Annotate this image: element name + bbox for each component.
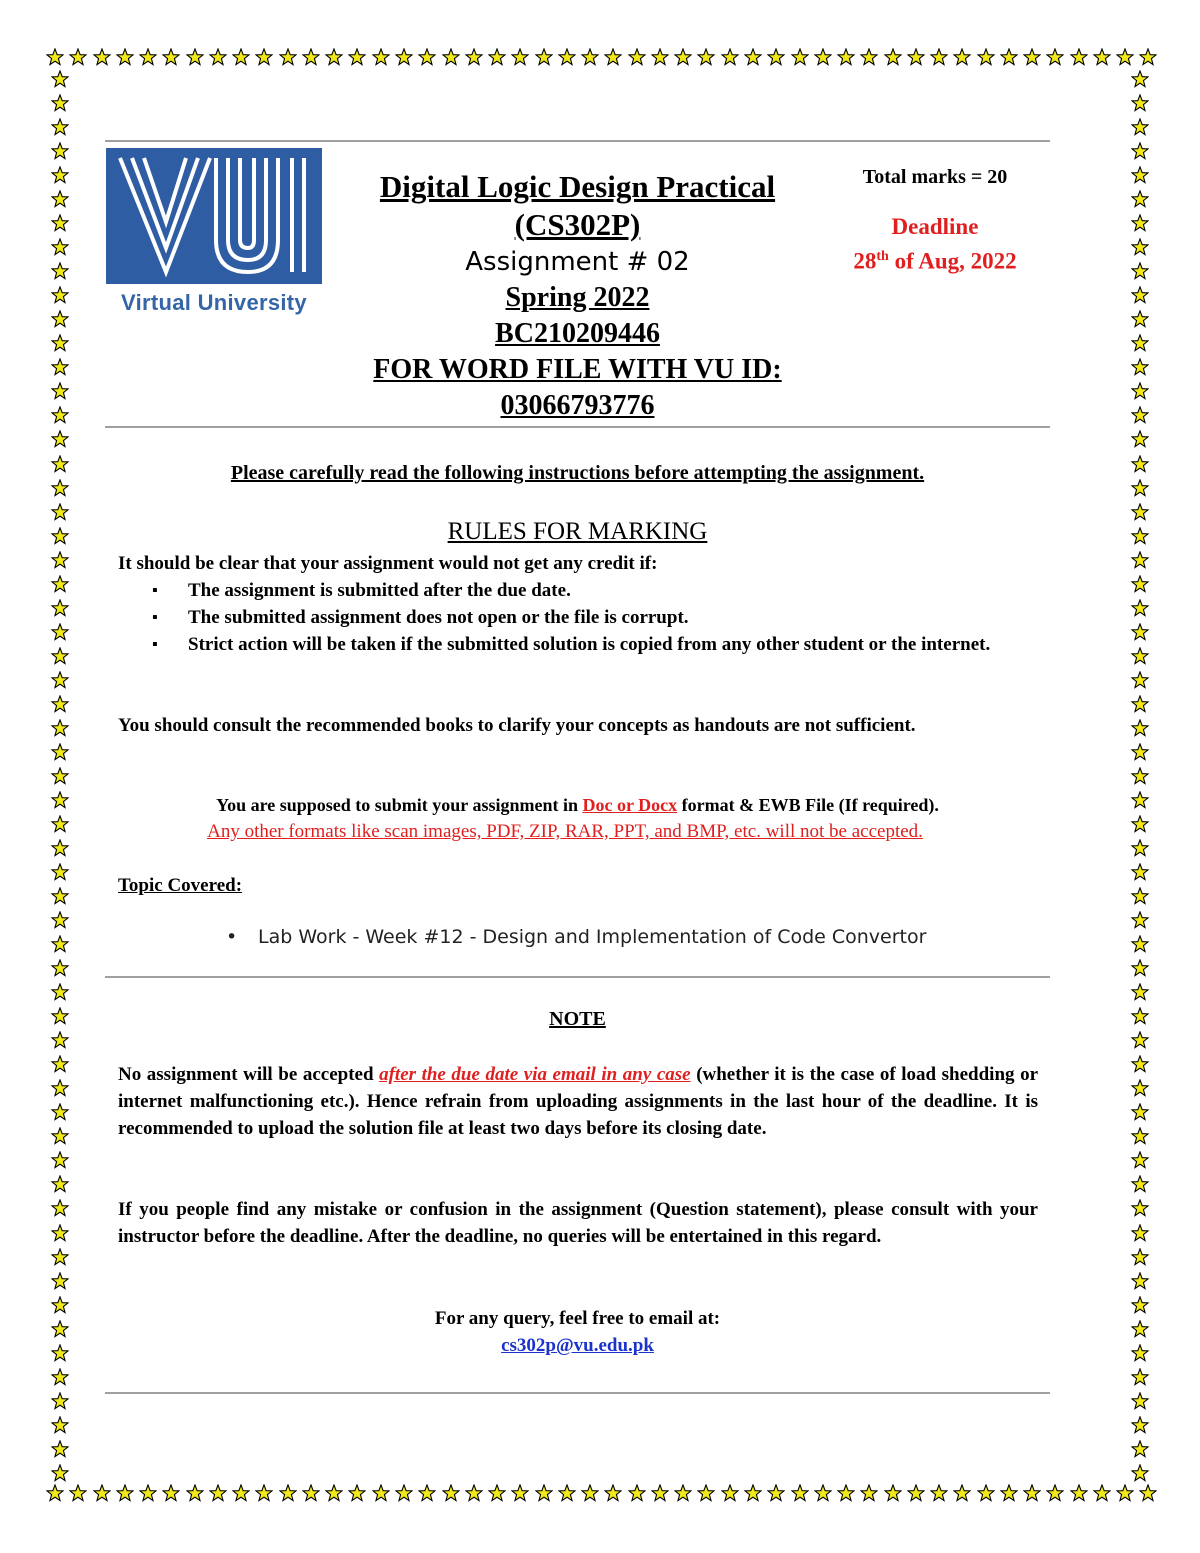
star-icon (51, 1103, 69, 1121)
star-icon (325, 48, 343, 66)
star-icon (1131, 1272, 1149, 1290)
star-icon (51, 1368, 69, 1386)
course-title: Digital Logic Design Practical (379, 169, 776, 204)
star-icon (69, 48, 87, 66)
star-icon (1131, 1440, 1149, 1458)
star-icon (1131, 959, 1149, 977)
assignment-number: Assignment # 02 (465, 247, 690, 277)
note-paragraph-2: If you people find any mistake or confusion in the assignment (Question statement), please consult with your instructor before the deadline. After the deadline, no queries will be entertained in this regard. (118, 1199, 1038, 1247)
vu-logo-icon (106, 148, 322, 284)
star-icon (837, 1484, 855, 1502)
list-item: ▪ The assignment is submitted after the due date. (118, 577, 1038, 604)
star-icon (1131, 743, 1149, 761)
star-icon (581, 1484, 599, 1502)
submit-line (105, 792, 1050, 819)
star-icon (51, 1175, 69, 1193)
star-icon (1131, 887, 1149, 905)
star-icon (232, 1484, 250, 1502)
contact-email-link[interactable]: cs302p@vu.edu.pk (501, 1335, 654, 1356)
star-icon (51, 1151, 69, 1169)
star-icon (628, 1484, 646, 1502)
rules-list (118, 577, 1038, 658)
star-icon (51, 94, 69, 112)
star-icon (1131, 647, 1149, 665)
format-warning: Any other formats like scan images, PDF, ZIP, RAR, PPT, and BMP, etc. will not be accepted. (207, 821, 923, 842)
star-icon (139, 48, 157, 66)
star-icon (51, 142, 69, 160)
header-rule (105, 426, 1050, 428)
star-icon (51, 623, 69, 641)
star-icon (51, 334, 69, 352)
star-icon (51, 70, 69, 88)
star-icon (744, 1484, 762, 1502)
star-icon (1131, 983, 1149, 1001)
star-icon (535, 48, 553, 66)
star-icon (51, 1344, 69, 1362)
star-icon (1131, 118, 1149, 136)
star-icon (69, 1484, 87, 1502)
star-icon (860, 1484, 878, 1502)
contact-section (105, 1305, 1050, 1359)
note-p1-prefix: No assignment will be accepted (118, 1064, 380, 1085)
star-icon (1000, 1484, 1018, 1502)
star-icon (162, 1484, 180, 1502)
title-block (330, 168, 825, 424)
star-icon (1139, 48, 1157, 66)
star-icon (1131, 791, 1149, 809)
topic-rule (105, 976, 1050, 978)
rules-intro: It should be clear that your assignment would not get any credit if: (118, 553, 658, 574)
star-icon (442, 1484, 460, 1502)
star-icon (1131, 262, 1149, 280)
star-icon (51, 1007, 69, 1025)
star-icon (465, 48, 483, 66)
star-icon (884, 1484, 902, 1502)
star-icon (1131, 1344, 1149, 1362)
deadline-label: Deadline (891, 214, 979, 239)
star-icon (186, 48, 204, 66)
star-icon (860, 48, 878, 66)
star-icon (1131, 1320, 1149, 1338)
star-icon (674, 1484, 692, 1502)
star-icon (51, 430, 69, 448)
star-icon (51, 1464, 69, 1482)
star-icon (1131, 695, 1149, 713)
star-icon (1131, 1079, 1149, 1097)
star-icon (651, 1484, 669, 1502)
note-heading: NOTE (549, 1008, 606, 1030)
star-icon (116, 48, 134, 66)
star-icon (51, 286, 69, 304)
star-icon (1070, 1484, 1088, 1502)
deadline-suffix: th (876, 249, 889, 264)
star-icon (1131, 1175, 1149, 1193)
star-icon (51, 839, 69, 857)
star-icon (51, 1272, 69, 1290)
star-icon (51, 1320, 69, 1338)
star-icon (51, 743, 69, 761)
star-icon (442, 48, 460, 66)
star-icon (1131, 1416, 1149, 1434)
star-icon (628, 48, 646, 66)
star-icon (51, 190, 69, 208)
star-icon (51, 262, 69, 280)
star-icon (651, 48, 669, 66)
star-icon (51, 1248, 69, 1266)
star-icon (395, 48, 413, 66)
star-icon (51, 647, 69, 665)
star-icon (162, 48, 180, 66)
star-icon (1131, 503, 1149, 521)
star-icon (1131, 334, 1149, 352)
student-code: BC210209446 (495, 318, 660, 349)
star-icon (325, 1484, 343, 1502)
star-icon (721, 48, 739, 66)
star-icon (1070, 48, 1088, 66)
star-icon (1131, 1392, 1149, 1410)
star-icon (1046, 1484, 1064, 1502)
star-border-top (46, 48, 1158, 72)
star-icon (255, 1484, 273, 1502)
star-icon (51, 887, 69, 905)
star-icon (604, 1484, 622, 1502)
star-icon (953, 48, 971, 66)
topic-heading: Topic Covered: (118, 875, 243, 896)
submit-format: Doc or Docx (582, 795, 678, 815)
star-icon (51, 695, 69, 713)
star-icon (51, 527, 69, 545)
star-icon (1093, 48, 1111, 66)
list-item: ▪ The submitted assignment does not open or the file is corrupt. (118, 604, 1038, 631)
star-icon (348, 48, 366, 66)
star-icon (1131, 1127, 1149, 1145)
star-icon (884, 48, 902, 66)
bottom-rule (105, 1392, 1050, 1394)
star-icon (791, 48, 809, 66)
star-border-bottom (46, 1484, 1158, 1508)
total-marks: Total marks = 20 (862, 166, 1008, 188)
rules-section (118, 550, 1038, 658)
star-icon (1131, 527, 1149, 545)
star-icon (907, 1484, 925, 1502)
instructions-heading: Please carefully read the following instructions before attempting the assignment. (230, 462, 925, 484)
star-icon (51, 671, 69, 689)
star-icon (1131, 1055, 1149, 1073)
star-icon (348, 1484, 366, 1502)
phone-number: 03066793776 (500, 390, 655, 421)
star-icon (51, 911, 69, 929)
semester: Spring 2022 (505, 282, 650, 313)
star-icon (581, 48, 599, 66)
star-icon (1131, 70, 1149, 88)
star-icon (51, 238, 69, 256)
star-icon (1116, 1484, 1134, 1502)
submit-suffix: format & EWB File (If required). (677, 795, 939, 815)
star-icon (953, 1484, 971, 1502)
star-icon (767, 48, 785, 66)
star-icon (1131, 1464, 1149, 1482)
star-icon (1131, 406, 1149, 424)
star-icon (535, 1484, 553, 1502)
star-icon (1131, 551, 1149, 569)
star-icon (1131, 719, 1149, 737)
star-icon (51, 1224, 69, 1242)
star-icon (93, 1484, 111, 1502)
note-paragraph-1 (118, 1061, 1038, 1142)
star-icon (674, 48, 692, 66)
star-icon (1131, 623, 1149, 641)
bullet-icon: • (226, 926, 238, 948)
star-icon (604, 48, 622, 66)
consult-paragraph: You should consult the recommended books to clarify your concepts as handouts are not sufficient. (118, 715, 916, 736)
star-icon (1131, 94, 1149, 112)
star-icon (1023, 1484, 1041, 1502)
star-icon (209, 1484, 227, 1502)
star-icon (302, 48, 320, 66)
star-icon (51, 382, 69, 400)
logo-caption: Virtual University (121, 290, 307, 315)
deadline-day: 28 (853, 248, 877, 274)
star-icon (1131, 911, 1149, 929)
star-icon (977, 48, 995, 66)
star-icon (767, 1484, 785, 1502)
star-icon (51, 1127, 69, 1145)
star-icon (51, 166, 69, 184)
star-icon (209, 48, 227, 66)
star-icon (1131, 358, 1149, 376)
submit-prefix: You are supposed to submit your assignment in (216, 795, 583, 815)
star-icon (51, 1199, 69, 1217)
star-icon (46, 1484, 64, 1502)
star-icon (1131, 767, 1149, 785)
star-icon (279, 1484, 297, 1502)
list-item: ▪ Strict action will be taken if the submitted solution is copied from any other student or the internet. (118, 631, 1038, 658)
star-icon (51, 358, 69, 376)
star-icon (1000, 48, 1018, 66)
star-icon (1131, 286, 1149, 304)
star-icon (930, 1484, 948, 1502)
star-icon (1131, 214, 1149, 232)
star-icon (511, 48, 529, 66)
star-icon (51, 1392, 69, 1410)
note-p1-suffix: (whether it is the case of load shedding or internet malfunctioning etc.). Hence refrain from uploading assignments in the last hour of the deadline. It is recommended to upload the solution file at least two days before its closing date. (118, 1064, 1039, 1139)
star-icon (51, 1296, 69, 1314)
star-icon (1131, 310, 1149, 328)
star-icon (51, 575, 69, 593)
star-icon (51, 118, 69, 136)
star-icon (372, 1484, 390, 1502)
star-icon (488, 1484, 506, 1502)
star-icon (279, 48, 297, 66)
star-icon (51, 863, 69, 881)
star-icon (116, 1484, 134, 1502)
star-icon (51, 1031, 69, 1049)
deadline-date (820, 242, 1050, 277)
star-icon (51, 503, 69, 521)
contact-label: For any query, feel free to email at: (434, 1308, 721, 1329)
star-icon (46, 48, 64, 66)
star-icon (1131, 479, 1149, 497)
star-icon (1131, 1199, 1149, 1217)
star-icon (511, 1484, 529, 1502)
star-icon (1131, 430, 1149, 448)
star-icon (697, 1484, 715, 1502)
star-icon (51, 767, 69, 785)
star-icon (51, 455, 69, 473)
star-icon (51, 935, 69, 953)
star-icon (1131, 1368, 1149, 1386)
star-icon (488, 48, 506, 66)
star-icon (1131, 671, 1149, 689)
star-icon (1023, 48, 1041, 66)
star-icon (186, 1484, 204, 1502)
star-icon (1131, 1224, 1149, 1242)
star-icon (1139, 1484, 1157, 1502)
star-icon (907, 48, 925, 66)
star-icon (51, 983, 69, 1001)
note-p1-emphasis: after the due date via email in any case (379, 1064, 691, 1085)
top-rule (105, 140, 1050, 142)
star-icon (558, 48, 576, 66)
star-icon (1131, 142, 1149, 160)
star-icon (1131, 190, 1149, 208)
star-icon (558, 1484, 576, 1502)
star-icon (1131, 839, 1149, 857)
star-border-left (48, 70, 72, 1482)
star-icon (1131, 1151, 1149, 1169)
topic-text: Lab Work - Week #12 - Design and Implementation of Code Convertor (258, 926, 927, 948)
course-code: (CS302P) (514, 207, 641, 242)
star-icon (51, 214, 69, 232)
star-icon (1131, 1007, 1149, 1025)
star-icon (1131, 1248, 1149, 1266)
star-icon (744, 48, 762, 66)
star-icon (51, 479, 69, 497)
deadline-rest: of Aug, 2022 (888, 248, 1017, 274)
star-icon (465, 1484, 483, 1502)
star-icon (51, 1440, 69, 1458)
star-icon (1131, 455, 1149, 473)
star-icon (1116, 48, 1134, 66)
star-icon (418, 48, 436, 66)
star-icon (721, 1484, 739, 1502)
rules-heading: RULES FOR MARKING (447, 518, 708, 545)
star-icon (1131, 1296, 1149, 1314)
vu-logo (106, 148, 322, 320)
star-icon (51, 1079, 69, 1097)
deadline (820, 212, 1050, 277)
star-icon (51, 406, 69, 424)
star-icon (1131, 575, 1149, 593)
star-icon (1131, 935, 1149, 953)
star-icon (1131, 863, 1149, 881)
star-icon (1131, 238, 1149, 256)
star-icon (93, 48, 111, 66)
star-icon (1131, 382, 1149, 400)
star-icon (814, 1484, 832, 1502)
star-icon (814, 48, 832, 66)
star-icon (255, 48, 273, 66)
topic-item (226, 926, 926, 948)
star-icon (697, 48, 715, 66)
star-icon (51, 599, 69, 617)
star-icon (51, 310, 69, 328)
star-icon (791, 1484, 809, 1502)
submit-section (105, 792, 1050, 819)
star-icon (395, 1484, 413, 1502)
word-file-label: FOR WORD FILE WITH VU ID: (373, 354, 782, 385)
star-icon (51, 1416, 69, 1434)
star-border-right (1128, 70, 1152, 1482)
star-icon (930, 48, 948, 66)
star-icon (977, 1484, 995, 1502)
star-icon (372, 48, 390, 66)
star-icon (51, 815, 69, 833)
star-icon (302, 1484, 320, 1502)
star-icon (51, 1055, 69, 1073)
star-icon (418, 1484, 436, 1502)
star-icon (1131, 166, 1149, 184)
star-icon (837, 48, 855, 66)
star-icon (1131, 1103, 1149, 1121)
star-icon (51, 719, 69, 737)
star-icon (1131, 815, 1149, 833)
star-icon (139, 1484, 157, 1502)
star-icon (1093, 1484, 1111, 1502)
star-icon (51, 959, 69, 977)
star-icon (1131, 599, 1149, 617)
star-icon (51, 551, 69, 569)
star-icon (232, 48, 250, 66)
star-icon (51, 791, 69, 809)
star-icon (1046, 48, 1064, 66)
star-icon (1131, 1031, 1149, 1049)
